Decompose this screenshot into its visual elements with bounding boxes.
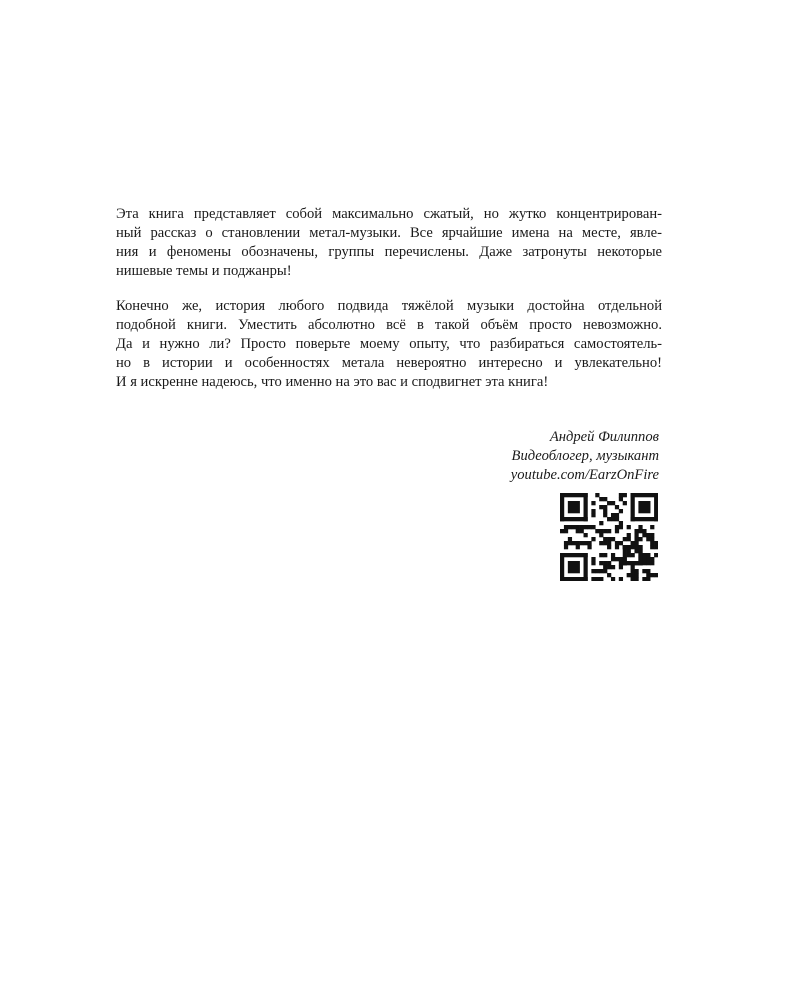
paragraph-1-line: ния и феномены обозначены, группы перечислены. Даже затронуты некоторые <box>116 244 662 260</box>
paragraph-2-line: Да и нужно ли? Просто поверьте моему опыту, что разбираться самостоятель- <box>116 336 662 352</box>
author-name: Андрей Филиппов <box>549 429 659 445</box>
paragraph-1-line: Эта книга представляет собой максимально сжатый, но жутко концентрирован- <box>116 206 662 222</box>
paragraph-2 <box>116 297 662 392</box>
paragraph-1 <box>116 205 662 281</box>
paragraph-2-line: подобной книги. Уместить абсолютно всё в такой объём просто невозможно. <box>116 317 662 333</box>
paragraph-2-line: Конечно же, история любого подвида тяжёлой музыки достойна отдельной <box>116 298 662 314</box>
paragraph-2-line: И я искренне надеюсь, что именно на это вас и сподвигнет эта книга! <box>116 374 549 390</box>
author-channel-link[interactable]: youtube.com/EarzOnFire <box>510 467 659 483</box>
paragraph-1-line: нишевые темы и поджанры! <box>116 263 292 279</box>
paragraph-2-line: но в истории и особенностях метала невероятно интересно и увлекательно! <box>116 355 662 371</box>
paragraph-1-line: ный рассказ о становлении метал-музыки. Все ярчайшие имена на месте, явле- <box>116 225 662 241</box>
author-signature <box>511 428 659 485</box>
author-role: Видеоблогер, музыкант <box>511 448 659 464</box>
qr-code-icon[interactable] <box>560 493 658 581</box>
